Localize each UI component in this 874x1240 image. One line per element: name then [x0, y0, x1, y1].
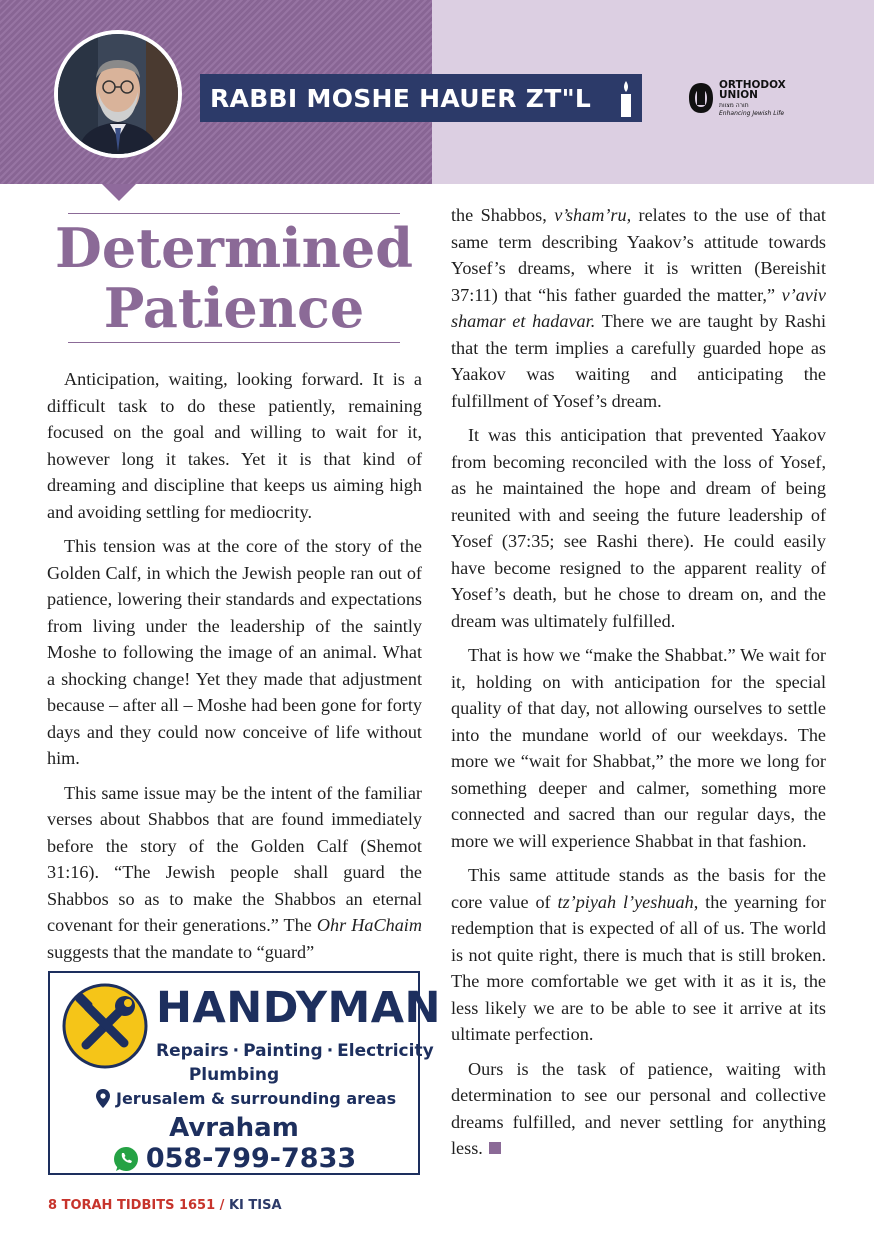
title-rule-top [68, 213, 400, 214]
ou-logo-line1: ORTHODOX [719, 78, 786, 91]
author-portrait [54, 30, 182, 158]
title-rule-bottom [68, 342, 400, 343]
ou-emblem-icon [687, 80, 715, 116]
footer-parsha: KI TISA [228, 1198, 282, 1213]
tools-icon [62, 983, 148, 1069]
author-name: RABBI MOSHE HAUER ZT"L [210, 83, 592, 113]
ad-service-painting: Painting [243, 1041, 323, 1061]
ad-service-electricity: Electricity [337, 1041, 434, 1061]
ad-services-line [156, 1041, 434, 1061]
location-pin-icon [96, 1089, 110, 1108]
orthodox-union-logo [687, 76, 807, 120]
title-line-1: Determined [55, 216, 413, 280]
paragraph-1: Anticipation, waiting, looking forward. It is a difficult task to do these patiently, remaining focused on the goal and willing to wait for it, however long it takes. Yet it is that kind of dreaming and discipline that keeps us aiming high and avoiding settling for mediocrity. [47, 369, 422, 522]
paragraph-4-italic-vshamru: v’sham’ru, [554, 205, 632, 225]
handyman-advertisement [48, 971, 442, 1175]
ad-title: HANDYMAN [156, 983, 442, 1033]
memorial-candle-icon [616, 80, 636, 118]
paragraph-3-italic-ohr-hachaim: Ohr HaChaim [316, 915, 422, 935]
paragraph-2: This tension was at the core of the story of the Golden Calf, in which the Jewish people ran out of patience, lowering their standards and expectations from living under the leadership of the saintly Moshe to following the image of an animal. What a shocking change! Yet they made that adjustment because – after all – Moshe had been gone for forty days and they could now conceive of life without him. [47, 536, 422, 768]
paragraph-4-text-c: There we are taught by Rashi that the term implies a carefully guarded hope as Yaakov was waiting and anticipating the fulfillment of Yosef’s dream. [451, 311, 826, 411]
author-photo-icon [58, 34, 178, 154]
ad-area-text: Jerusalem & surrounding areas [116, 1089, 397, 1108]
paragraph-4-text-a: the Shabbos, [451, 205, 555, 225]
ou-logo-tagline: Enhancing Jewish Life [719, 109, 785, 117]
ad-service-plumbing: Plumbing [188, 1065, 280, 1085]
ad-service-repairs: Repairs [156, 1041, 229, 1061]
article-column-right [451, 202, 826, 1170]
paragraph-4 [451, 202, 826, 414]
footer-page-info: 8 TORAH TIDBITS 1651 / [48, 1198, 229, 1213]
paragraph-4-text-b: relates to the use of that same term describing Yaakov’s attitude towards Yosef’s dreams, where it is written (Bereishit 37:11) that “his father guarded the matter,” [451, 205, 826, 305]
article-column-left [47, 366, 422, 973]
paragraph-8-text: Ours is the task of patience, waiting with determination to see our personal and collective dreams fulfilled, and never settling for anything less. [451, 1058, 826, 1158]
whatsapp-icon [112, 1145, 140, 1173]
paragraph-7 [451, 862, 826, 1048]
paragraph-7-italic-tzpiyah: tz’piyah l’yeshuah [557, 891, 694, 912]
author-name-bar [200, 74, 642, 122]
paragraph-8 [451, 1056, 826, 1162]
ad-phone-row [50, 1143, 418, 1174]
ad-separator: · [232, 1041, 240, 1061]
ad-phone-number: 058-799-7833 [145, 1143, 357, 1174]
ou-logo-line2: UNION [719, 89, 758, 101]
end-of-article-square-icon [489, 1142, 501, 1154]
ad-service-area [96, 1089, 396, 1108]
ad-contact-name: Avraham [169, 1113, 299, 1143]
paragraph-6: That is how we “make the Shabbat.” We wait for it, holding on with anticipation for the special quality of that day, not allowing ourselves to settle into the mundane world of our weekdays. The more we “wait for Shabbat,” the more we long for something deeper and calmer, something more connected and sacred than our regular days, the more we will experience Shabbat in that fashion. [451, 645, 826, 851]
paragraph-7-text-a: This same attitude stands as the basis for the core value of [451, 865, 826, 912]
article-title [48, 218, 420, 338]
paragraph-4-italic-vaviv: v’aviv shamar et hadavar. [451, 284, 826, 331]
header-pointer-notch [102, 184, 136, 201]
paragraph-7-text-b: , the yearning for redemption that is expected of all of us. The world is not quite right, there is much that is still broken. The more comfortable we get with it as it is, the less likely we are to be able to see it arrive at its ultimate perfection. [451, 891, 826, 1044]
ad-separator: · [326, 1041, 334, 1061]
ou-logo-hebrew: תורה מצוות [719, 101, 749, 109]
paragraph-3-text-a: This same issue may be the intent of the familiar verses about Shabbos that are found immediately before the story of the Golden Calf (Shemot 31:16). “The Jewish people shall guard the Shabbos so as to make the Shabbos an eternal covenant for their generations.” The [47, 782, 422, 935]
title-line-2: Patience [103, 276, 365, 340]
paragraph-5: It was this anticipation that prevented Yaakov from becoming reconciled with the loss of Yosef, as he maintained the hope and dream of being reunited with and seeing the future leadership of Yosef (37:35; see Rashi there). He could easily have become resigned to the apparent reality of Yosef’s death, but he chose to dream on, and the dream was ultimately fulfilled. [451, 425, 826, 631]
paragraph-3-text-b: suggests that the mandate to “guard” [47, 941, 315, 962]
paragraph-3 [47, 780, 422, 966]
page-footer [48, 1198, 282, 1213]
